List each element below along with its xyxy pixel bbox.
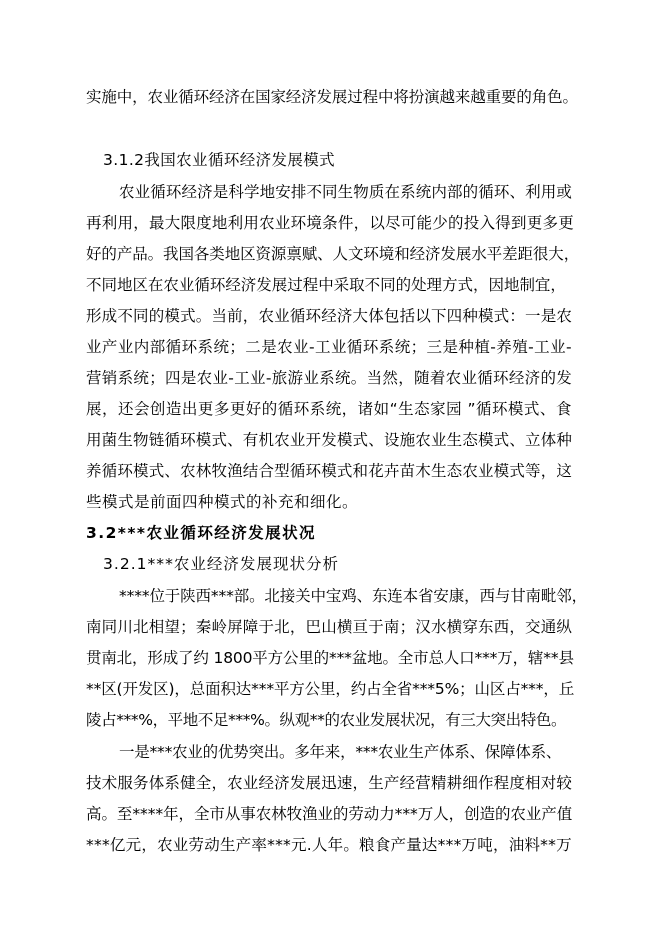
text-line: **区(开发区)，总面积达***平方公里，约占全省***5%；山区占***，丘: [86, 680, 575, 698]
text-line: 好的产品。我国各类地区资源禀赋、人文环境和经济发展水平差距很大，: [86, 245, 580, 263]
text-line: 农业循环经济是科学地安排不同生物质在系统内部的循环、利用或: [119, 183, 572, 201]
subsection-heading: 3.2.1***农业经济发展现状分析: [103, 555, 340, 573]
section-heading: 3.1.2我国农业循环经济发展模式: [103, 151, 336, 169]
text-line: 技术服务体系健全，农业经济发展迅速，生产经营精耕细作程度相对较: [86, 774, 573, 792]
text-line: 些模式是前面四种模式的补充和细化。: [86, 493, 359, 511]
text-line: 养循环模式、农林牧渔结合型循环模式和花卉苗木生态农业模式等，这: [86, 462, 573, 480]
text-line: 业产业内部循环系统；二是农业-工业循环系统；三是种植-养殖-工业-: [86, 338, 573, 356]
text-line: ****位于陕西***部。北接关中宝鸡、东连本省安康，西与甘南毗邻，: [119, 587, 587, 605]
section-heading: 3.2***农业循环经济发展状况: [86, 524, 316, 542]
text-line: 用菌生物链循环模式、有机农业开发模式、设施农业生态模式、立体种: [86, 431, 573, 449]
text-line: ***亿元，农业劳动生产率***元.人年。粮食产量达***万吨，油料**万: [86, 836, 572, 854]
text-line: 不同地区在农业循环经济发展过程中采取不同的处理方式，因地制宜，: [86, 276, 566, 294]
text-line: 南同川北相望；秦岭屏障于北，巴山横亘于南；汉水横穿东西，交通纵: [86, 618, 573, 636]
text-line: 展，还会创造出更多更好的循环系统，诸如“生态家园 ”循环模式、食: [86, 400, 572, 418]
text-line: 再利用，最大限度地利用农业环境条件，以尽可能少的投入得到更多更: [86, 214, 574, 232]
text-line: 高。至****年，全市从事农林牧渔业的劳动力***万人，创造的农业产值: [86, 805, 573, 823]
text-line: 贯南北，形成了约 1800平方公里的***盆地。全市总人口***万，辖**县: [86, 649, 574, 667]
text-line: 形成不同的模式。当前，农业循环经济大体包括以下四种模式：一是农: [86, 307, 573, 325]
text-line: 营销系统；四是农业-工业-旅游业系统。当然，随着农业循环经济的发: [86, 369, 573, 387]
text-line: 一是***农业的优势突出。多年来，***农业生产体系、保障体系、: [119, 743, 562, 761]
text-line: 实施中，农业循环经济在国家经济发展过程中将扮演越来越重要的角色。: [86, 88, 578, 106]
text-line: 陵占***%，平地不足***%。纵观**的农业发展状况，有三大突出特色。: [86, 711, 567, 729]
